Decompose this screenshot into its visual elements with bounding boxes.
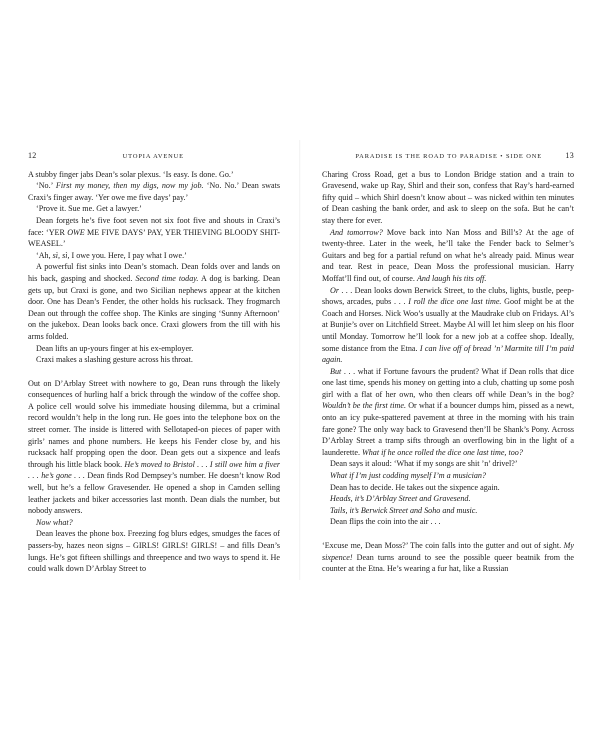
italic-run: My sixpence! xyxy=(322,541,574,562)
text-run: Dean forgets he’s five foot seven not six foot five and shouts in Craxi’s face: ‘YER xyxy=(28,215,280,237)
left-page xyxy=(28,150,280,575)
text-run: ‘Ah, xyxy=(36,250,53,260)
italic-run: sì, sì xyxy=(52,250,68,260)
paragraph xyxy=(28,528,280,574)
text-run: Dean turns around to see the possible queer beatnik from the counter at the Etna. He’s wearing a fur hat, like a Russian xyxy=(322,552,574,574)
paragraph xyxy=(322,366,574,459)
paragraph xyxy=(322,493,574,505)
italic-run: I roll the dice one last time. xyxy=(408,297,502,307)
right-running-head xyxy=(322,150,574,163)
paragraph xyxy=(322,540,574,575)
paragraph xyxy=(322,470,574,482)
italic-run: What if I’m just codding myself I’m a musician? xyxy=(330,471,487,481)
right-page xyxy=(322,150,574,575)
text-run: Move back into Nan Moss and Bill’s? At the age of twenty-three. Later in the week, he’ll take the Fender back to Selmer’s Guitars and beg for a partial refund on what he’s already paid. Minus wear and tear. Rest in peace, Dean Moss the professional musician. Harry Moffat’ll find out, of course. xyxy=(322,227,574,283)
paragraph xyxy=(28,180,280,203)
paragraph xyxy=(322,169,574,227)
italic-run: I can live off of bread ’n’ Marmite till I’m paid again. xyxy=(322,343,574,365)
paragraph xyxy=(28,517,280,529)
text-run: Craxi makes a slashing gesture across his throat. xyxy=(36,355,193,365)
italic-run: And tomorrow? xyxy=(330,227,383,237)
text-run: Dean flips the coin into the air . . . xyxy=(330,517,441,527)
italic-run: Second time today. xyxy=(135,273,199,283)
text-run: . . . Dean looks down Berwick Street, to the clubs, lights, bustle, peep-shows, arcades, pubs . . . xyxy=(322,285,574,307)
paragraph xyxy=(28,354,280,366)
left-body-text xyxy=(28,169,280,575)
italic-run: OWE xyxy=(67,227,85,237)
paragraph xyxy=(322,458,574,470)
paragraph xyxy=(322,505,574,517)
text-run: ‘No. No.’ Dean swats Craxi’s finger away. ‘Yer owe me five days’ pay.’ xyxy=(28,181,280,202)
text-run: Dean leaves the phone box. Freezing fog blurs edges, smudges the faces of passers-by, hazes neon signs – GIRLS! GIRLS! GIRLS! – and fills Dean’s lungs. He’s got fifteen shillings and threepence and two ways to spend it. He could walk down D’Arblay Street to xyxy=(28,529,280,574)
gutter-shadow xyxy=(299,140,301,580)
text-run: A stubby finger jabs Dean’s solar plexus. ‘Is easy. Is done. Go.’ xyxy=(28,169,234,179)
paragraph xyxy=(322,227,574,285)
text-run: A dog is barking. Dean gets up, but Craxi is gone, and two Sicilian nephews appear at the kitchen door. One has Dean’s Fender, the other holds his rucksack. They frogmarch Dean out through the coffee shop. The Kinks are singing ‘Sunny Afternoon’ on the jukebox. Dean looks back once. Craxi glowers from the till with his arms folded. xyxy=(28,273,281,341)
paragraph xyxy=(28,378,280,517)
italic-run: First my money, then my digs, now my job. xyxy=(55,181,204,191)
italic-run: He’s moved to Bristol . . . I still owe him a fiver . . . he’s gone . . . xyxy=(28,459,280,481)
italic-run: Now what? xyxy=(36,517,73,527)
italic-run: Wouldn’t be the first time. xyxy=(322,401,406,411)
paragraph xyxy=(28,215,280,250)
text-run: Dean has to decide. He takes out the sixpence again. xyxy=(330,482,500,492)
text-run: Dean finds Rod Dempsey’s number. He doesn’t know Rod well, but he’s a fellow Gravesender. He opened a shop in Camden selling leather jackets and biker accessories last month. Dean dials the number, but nobody answers. xyxy=(28,471,280,516)
italic-run: And laugh his tits off. xyxy=(416,273,487,283)
book-title-header: UTOPIA AVENUE xyxy=(122,153,184,160)
paragraph xyxy=(28,261,280,342)
paragraph xyxy=(28,343,280,355)
text-run: ME FIVE DAYS’ PAY, YER THIEVING BLOODY SHIT-WEASEL.’ xyxy=(28,227,280,249)
italic-run: But xyxy=(330,366,342,376)
italic-run: What if he once rolled the dice one last time, too? xyxy=(362,447,523,457)
paragraph xyxy=(28,203,280,215)
text-run: . . . what if Fortune favours the prudent? What if Dean rolls that dice one last time, spends his money on getting into a club, chatting up some posh girl with a flat of her own, who then clears off while Dean’s in the bog? xyxy=(322,366,574,399)
text-run: Out on D’Arblay Street with nowhere to go, Dean runs through the likely consequences of hurling half a brick through the window of the coffee shop. A police cell would solve his immediate housing dilemma, but a criminal record wouldn’t help in the long run. He goes into the telephone box on the street corner. The inside is littered with Sellotaped-on pieces of paper with girls’ names and phone numbers. He keeps his Fender close by, and his rucksack half propping open the door. Dean gets out a sixpence and leafs through his little black book. xyxy=(28,378,280,469)
left-page-number: 12 xyxy=(28,151,37,160)
text-run: , I owe you. Here, I pay what I owe.’ xyxy=(67,250,187,260)
right-page-number: 13 xyxy=(565,151,574,160)
chapter-title-header: PARADISE IS THE ROAD TO PARADISE • SIDE ONE xyxy=(355,153,543,160)
text-run: Or what if a bouncer dumps him, pissed as a newt, onto an icy puke-spattered pavement at three in the morning with his train fare gone? The only way back to Gravesend then’ll be Shank’s Pony. Across D’Arblay Street a tramp sifts through an overflowing bin in the light of a launderette. xyxy=(322,401,574,457)
right-body-text xyxy=(322,169,574,575)
text-run: Dean lifts an up-yours finger at his ex-employer. xyxy=(36,343,194,353)
italic-run: Tails, it’s Berwick Street and Soho and music. xyxy=(330,505,478,515)
italic-run: Or xyxy=(330,285,339,295)
paragraph xyxy=(322,516,574,528)
paragraph xyxy=(322,285,574,366)
text-run: Dean says it aloud: ‘What if my songs are shit ’n’ drivel?’ xyxy=(330,459,518,469)
paragraph xyxy=(28,250,280,262)
left-running-head xyxy=(28,150,280,163)
text-run: A powerful fist sinks into Dean’s stomach. Dean folds over and lands on his back, gasping and shocked. xyxy=(28,262,280,283)
text-run: Charing Cross Road, get a bus to London Bridge station and a train to Gravesend, wake up Ray, Shirl and their son, confess that Ray’s hard-earned fifty quid – which Shirl doesn’t know about – was nicked within ten minutes of Dean cashing the bank order, and ask to sleep on the sofa. But he can’t stay there for ever. xyxy=(322,169,574,225)
italic-run: Heads, it’s D’Arblay Street and Gravesend. xyxy=(330,494,471,504)
text-run: ‘Prove it. Sue me. Get a lawyer.’ xyxy=(36,204,142,214)
paragraph xyxy=(28,169,280,181)
text-run: ‘No.’ xyxy=(36,181,56,191)
paragraph xyxy=(322,482,574,494)
text-run: ‘Excuse me, Dean Moss?’ The coin falls into the gutter and out of sight. xyxy=(322,541,564,550)
text-run: Goof might be at the Coach and Horses. Nick Woo’s usually at the Maudrake club on Fridays. Al’s at Bunjie’s over on Litchfield Street. Maybe Al will let him sleep on his floor until Monday. Tomorrow he’ll look for a new job at a coffee shop. Ideally, some distance from the Etna. xyxy=(322,297,574,353)
